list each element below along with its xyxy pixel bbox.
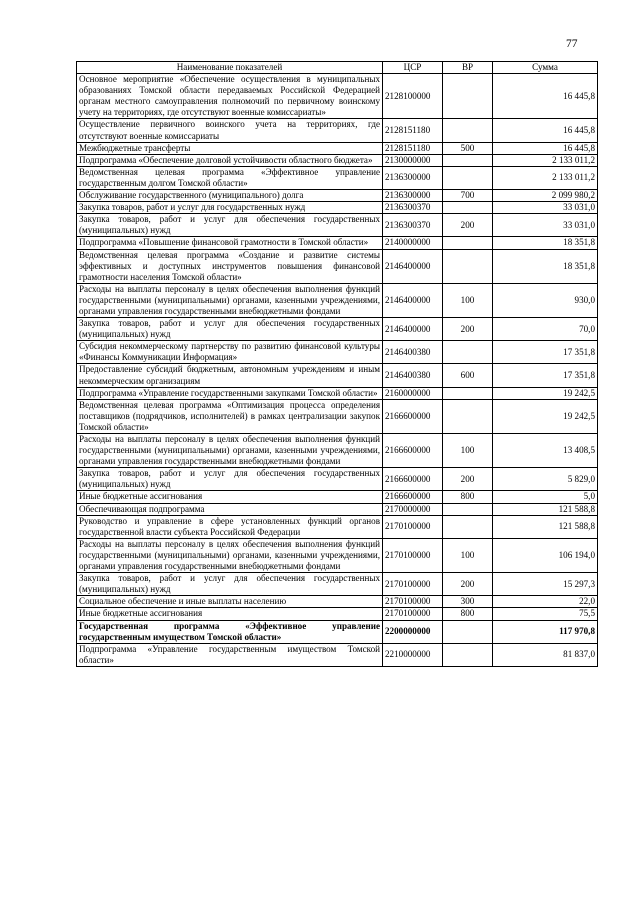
table-row [77,341,598,364]
cell-sum: 19 242,5 [493,387,598,399]
cell-sum: 5,0 [493,491,598,503]
table-row [77,74,598,119]
cell-vr [443,643,493,666]
cell-csr: 2170100000 [383,538,443,572]
cell-name: Обеспечивающая подпрограмма [77,503,383,515]
cell-sum: 17 351,8 [493,341,598,364]
cell-sum: 33 031,0 [493,214,598,237]
cell-csr: 2170100000 [383,573,443,596]
table-row [77,214,598,237]
cell-name: Ведомственная целевая программа «Эффективное управление государственным долгом Томской области» [77,166,383,189]
cell-vr: 800 [443,608,493,620]
cell-vr: 800 [443,491,493,503]
page-number: 77 [566,38,578,50]
table-row [77,142,598,154]
cell-csr: 2170100000 [383,608,443,620]
cell-csr: 2160000000 [383,387,443,399]
table-row [77,190,598,202]
cell-sum: 81 837,0 [493,643,598,666]
table-row [77,503,598,515]
cell-name: Расходы на выплаты персоналу в целях обеспечения выполнения функций государственными (муниципальными) органами, казенными учреждениями, органами управления государственными внебюджетными фондами [77,283,383,317]
cell-vr [443,166,493,189]
cell-sum: 16 445,8 [493,119,598,142]
table-row [77,643,598,666]
cell-name: Закупка товаров, работ и услуг для государственных нужд [77,202,383,214]
cell-name: Социальное обеспечение и иные выплаты населению [77,596,383,608]
cell-sum: 75,5 [493,608,598,620]
cell-name: Закупка товаров, работ и услуг для обеспечения государственных (муниципальных) нужд [77,318,383,341]
cell-csr: 2166600000 [383,434,443,468]
cell-name: Ведомственная целевая программа «Оптимизация процесса определения поставщиков (подрядчиков, исполнителей) в рамках централизации закупок Томской области» [77,399,383,433]
cell-vr: 500 [443,142,493,154]
cell-vr: 300 [443,596,493,608]
cell-vr: 200 [443,468,493,491]
cell-csr: 2146400000 [383,249,443,283]
cell-csr: 2146400000 [383,283,443,317]
cell-sum: 930,0 [493,283,598,317]
cell-sum: 16 445,8 [493,74,598,119]
cell-vr: 600 [443,364,493,387]
header-name: Наименование показателей [77,62,383,74]
table-header-row [77,62,598,74]
cell-vr [443,503,493,515]
cell-csr: 2146400380 [383,341,443,364]
cell-name: Подпрограмма «Управление государственными закупками Томской области» [77,387,383,399]
cell-csr: 2210000000 [383,643,443,666]
cell-sum: 13 408,5 [493,434,598,468]
cell-sum: 18 351,8 [493,249,598,283]
cell-name: Руководство и управление в сфере установленных функций органов государственной власти субъекта Российской Федерации [77,515,383,538]
table-row [77,515,598,538]
header-vr: ВР [443,62,493,74]
cell-csr: 2170000000 [383,503,443,515]
cell-sum: 2 099 980,2 [493,190,598,202]
cell-vr [443,154,493,166]
cell-vr [443,119,493,142]
table-row [77,387,598,399]
table-row [77,491,598,503]
cell-name: Иные бюджетные ассигнования [77,491,383,503]
cell-sum: 18 351,8 [493,237,598,249]
cell-vr [443,515,493,538]
cell-vr: 700 [443,190,493,202]
cell-name: Закупка товаров, работ и услуг для обеспечения государственных (муниципальных) нужд [77,214,383,237]
cell-csr: 2146400000 [383,318,443,341]
cell-vr [443,399,493,433]
cell-csr: 2166600000 [383,399,443,433]
cell-csr: 2166600000 [383,468,443,491]
cell-name: Расходы на выплаты персоналу в целях обеспечения выполнения функций государственными (муниципальными) органами, казенными учреждениями, органами управления государственными внебюджетными фондами [77,434,383,468]
cell-csr: 2136300000 [383,190,443,202]
table-row [77,573,598,596]
cell-vr: 100 [443,283,493,317]
table-row [77,318,598,341]
cell-csr: 2130000000 [383,154,443,166]
table-row [77,119,598,142]
cell-name: Межбюджетные трансферты [77,142,383,154]
cell-name: Закупка товаров, работ и услуг для обеспечения государственных (муниципальных) нужд [77,468,383,491]
cell-name: Подпрограмма «Обеспечение долговой устойчивости областного бюджета» [77,154,383,166]
table-row [77,434,598,468]
cell-sum: 2 133 011,2 [493,154,598,166]
cell-csr: 2170100000 [383,515,443,538]
cell-csr: 2128100000 [383,74,443,119]
cell-name: Ведомственная целевая программа «Создание и развитие системы эффективных и доступных инструментов повышения финансовой грамотности населения Томской области» [77,249,383,283]
budget-table [76,61,598,667]
cell-name: Иные бюджетные ассигнования [77,608,383,620]
cell-csr: 2136300000 [383,166,443,189]
table-row [77,237,598,249]
cell-sum: 15 297,3 [493,573,598,596]
cell-csr: 2128151180 [383,119,443,142]
table-row [77,154,598,166]
table-row [77,596,598,608]
cell-vr: 200 [443,573,493,596]
cell-name: Расходы на выплаты персоналу в целях обеспечения выполнения функций государственными (муниципальными) органами, казенными учреждениями, органами управления государственными внебюджетными фондами [77,538,383,572]
table-row [77,283,598,317]
cell-sum: 5 829,0 [493,468,598,491]
cell-csr: 2140000000 [383,237,443,249]
cell-name: Государственная программа «Эффективное управление государственным имуществом Томской области» [77,620,383,643]
cell-sum: 106 194,0 [493,538,598,572]
cell-sum: 121 588,8 [493,515,598,538]
cell-sum: 2 133 011,2 [493,166,598,189]
table-row [77,538,598,572]
table-row [77,202,598,214]
table-row [77,364,598,387]
header-sum: Сумма [493,62,598,74]
header-csr: ЦСР [383,62,443,74]
cell-name: Подпрограмма «Управление государственным имуществом Томской области» [77,643,383,666]
cell-csr: 2136300370 [383,202,443,214]
cell-name: Осуществление первичного воинского учета на территориях, где отсутствуют военные комиссариаты [77,119,383,142]
cell-vr: 200 [443,214,493,237]
cell-sum: 19 242,5 [493,399,598,433]
cell-csr: 2128151180 [383,142,443,154]
cell-vr: 100 [443,434,493,468]
cell-vr: 200 [443,318,493,341]
cell-csr: 2166600000 [383,491,443,503]
cell-sum: 22,0 [493,596,598,608]
cell-sum: 121 588,8 [493,503,598,515]
cell-vr [443,237,493,249]
table-row [77,468,598,491]
cell-name: Обслуживание государственного (муниципального) долга [77,190,383,202]
cell-name: Предоставление субсидий бюджетным, автономным учреждениям и иным некоммерческим организациям [77,364,383,387]
table-row [77,249,598,283]
cell-vr [443,74,493,119]
cell-vr [443,620,493,643]
cell-csr: 2200000000 [383,620,443,643]
cell-vr [443,249,493,283]
cell-vr [443,387,493,399]
cell-csr: 2170100000 [383,596,443,608]
cell-name: Подпрограмма «Повышение финансовой грамотности в Томской области» [77,237,383,249]
cell-vr [443,341,493,364]
table-row [77,399,598,433]
table-row [77,620,598,643]
cell-sum: 70,0 [493,318,598,341]
cell-csr: 2136300370 [383,214,443,237]
cell-name: Закупка товаров, работ и услуг для обеспечения государственных (муниципальных) нужд [77,573,383,596]
table-row [77,166,598,189]
cell-vr: 100 [443,538,493,572]
cell-vr [443,202,493,214]
cell-sum: 117 970,8 [493,620,598,643]
cell-sum: 33 031,0 [493,202,598,214]
cell-name: Субсидия некоммерческому партнерству по развитию финансовой культуры «Финансы Коммуникации Информация» [77,341,383,364]
table-row [77,608,598,620]
cell-name: Основное мероприятие «Обеспечение осуществления в муниципальных образованиях Томской области передаваемых Российской Федерацией органам местного самоуправления полномочий по первичному воинскому учету на территориях, где отсутствуют военные комиссариаты» [77,74,383,119]
cell-sum: 16 445,8 [493,142,598,154]
cell-sum: 17 351,8 [493,364,598,387]
cell-csr: 2146400380 [383,364,443,387]
